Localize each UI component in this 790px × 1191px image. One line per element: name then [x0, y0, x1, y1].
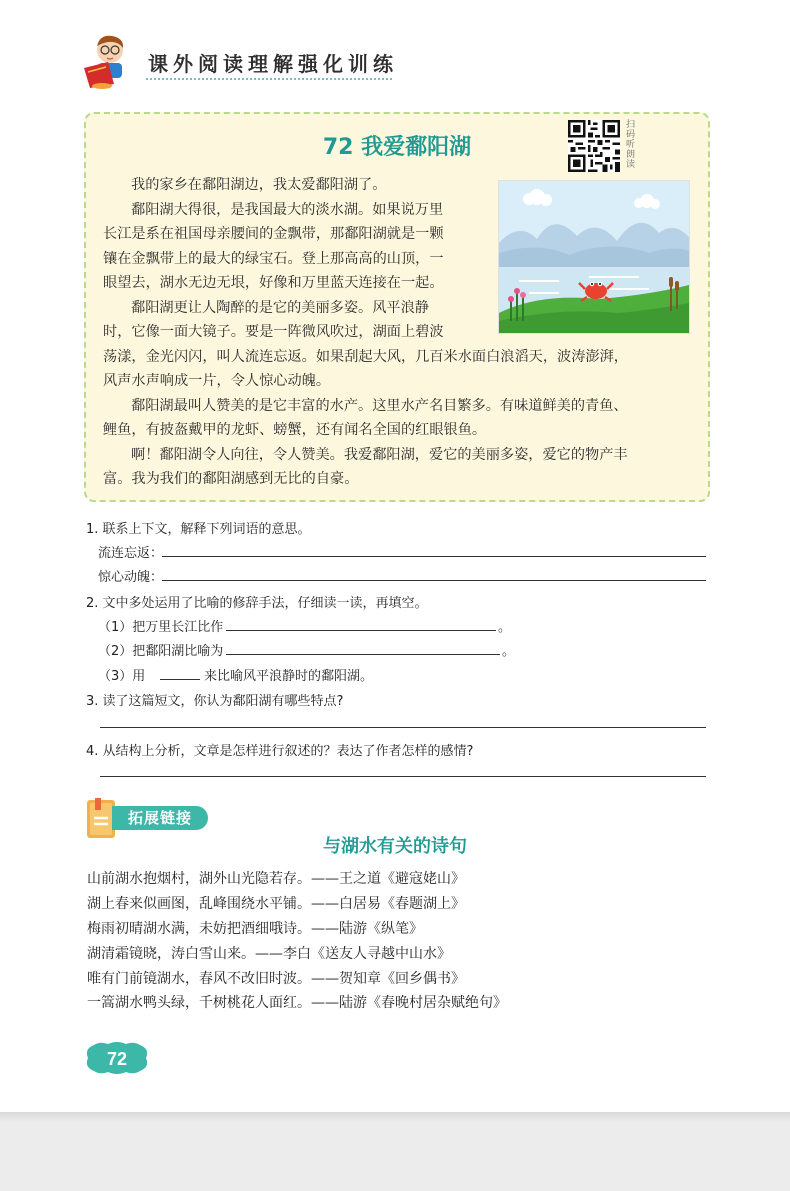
question-1b-label: 惊心动魄：: [98, 570, 164, 585]
passage-line: 鲤鱼，有披盔戴甲的龙虾、螃蟹，还有闻名全国的红眼银鱼。: [103, 422, 487, 438]
question-2c-label: （3）用: [98, 669, 146, 684]
poem-line: 湖上春来似画图，乱峰围绕水平铺。——白居易《春题湖上》: [87, 896, 465, 912]
question-2b-period: 。: [502, 644, 516, 659]
answer-line-4[interactable]: [100, 776, 706, 777]
header-title: 课外阅读理解强化训练: [148, 52, 398, 76]
answer-line-2a[interactable]: [226, 630, 496, 631]
question-2a-period: 。: [498, 620, 512, 635]
passage-line: 长江是系在祖国母亲腰间的金飘带，那鄱阳湖就是一颗: [103, 226, 444, 242]
passage-line: 鄱阳湖最叫人赞美的是它丰富的水产。这里水产名目繁多。有味道鲜美的青鱼、: [131, 398, 628, 414]
qr-caption: 扫码听朗读: [626, 120, 636, 170]
question-2: 2. 文中多处运用了比喻的修辞手法，仔细读一读，再填空。: [86, 596, 428, 611]
answer-line-1b[interactable]: [162, 580, 706, 581]
poem-line: 唯有门前镜湖水，春风不改旧时波。——贺知章《回乡偶书》: [87, 971, 465, 987]
question-1a-label: 流连忘返：: [98, 546, 164, 561]
question-2c-suffix: 来比喻风平浪静时的鄱阳湖。: [204, 669, 374, 684]
passage-line: 富。我为我们的鄱阳湖感到无比的自豪。: [103, 471, 359, 487]
page-shadow: [0, 1112, 790, 1122]
poem-line: 梅雨初晴湖水满，未妨把酒细哦诗。——陆游《纵笔》: [87, 921, 423, 937]
passage-line: 鄱阳湖大得很，是我国最大的淡水湖。如果说万里: [131, 202, 444, 218]
extension-tag: 拓展链接: [112, 806, 208, 830]
passage-line: 鄱阳湖更让人陶醉的是它的美丽多姿。风平浪静: [131, 300, 429, 316]
poem-line: 一篙湖水鸭头绿，千树桃花人面红。——陆游《春晚村居杂赋绝句》: [87, 995, 507, 1011]
qr-code-icon[interactable]: [568, 120, 620, 172]
answer-line-2b[interactable]: [226, 654, 500, 655]
extension-title: 与湖水有关的诗句: [323, 836, 467, 857]
header-divider: [146, 78, 392, 80]
passage-line: 眼望去，湖水无边无垠，好像和万里蓝天连接在一起。: [103, 275, 444, 291]
page-number-badge: [84, 1041, 150, 1075]
reading-boy-icon: [78, 32, 138, 90]
question-2a-label: （1）把万里长江比作: [98, 620, 224, 635]
article-title: 72 我爱鄱阳湖: [322, 135, 472, 160]
question-1: 1. 联系上下文，解释下列词语的意思。: [86, 522, 311, 537]
answer-line-1a[interactable]: [162, 556, 706, 557]
question-3: 3. 读了这篇短文，你认为鄱阳湖有哪些特点?: [86, 694, 344, 709]
poem-line: 湖清霜镜晓，涛白雪山来。——李白《送友人寻越中山水》: [87, 946, 451, 962]
passage-line: 荡漾，金光闪闪，叫人流连忘返。如果刮起大风，几百米水面白浪滔天，波涛澎湃，: [103, 349, 628, 365]
lake-illustration: [498, 180, 690, 334]
passage-line: 风声水声响成一片，令人惊心动魄。: [103, 373, 331, 389]
poem-line: 山前湖水抱烟村，湖外山光隐若存。——王之道《避寇姥山》: [87, 871, 465, 887]
passage-line: 啊！鄱阳湖令人向往，令人赞美。我爱鄱阳湖，爱它的美丽多姿，爱它的物产丰: [131, 447, 628, 463]
answer-line-2c[interactable]: [160, 679, 200, 680]
passage-line: 我的家乡在鄱阳湖边，我太爱鄱阳湖了。: [131, 177, 387, 193]
question-2b-label: （2）把鄱阳湖比喻为: [98, 644, 224, 659]
passage-line: 时，它像一面大镜子。要是一阵微风吹过，湖面上碧波: [103, 324, 444, 340]
answer-line-3[interactable]: [100, 727, 706, 728]
page-number: 72: [106, 1049, 128, 1069]
passage-line: 镶在金飘带上的最大的绿宝石。登上那高高的山顶，一: [103, 251, 444, 267]
question-4: 4. 从结构上分析，文章是怎样进行叙述的？表达了作者怎样的感情?: [86, 744, 474, 759]
